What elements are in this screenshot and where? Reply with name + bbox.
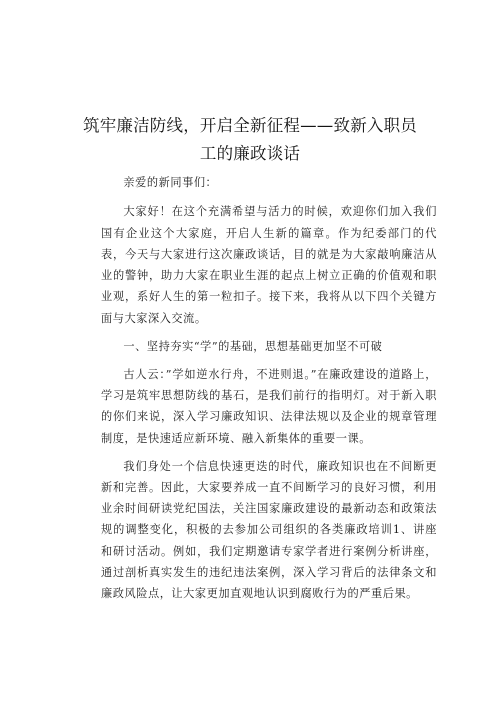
title-line-2: 工的廉政谈话	[199, 144, 301, 163]
title-line-1: 筑牢廉洁防线，开启全新征程——致新入职员	[83, 116, 417, 135]
salutation: 亲爱的新同事们：	[123, 176, 218, 189]
paragraph-welcome: 大家好！在这个充满希望与活力的时候，欢迎你们加入我们国有企业这个大家庭，开启人生新的篇章。作为纪委部门的代表，今天与大家进行这次廉政谈话，目的就是为大家敲响廉洁从业的警钟，助力大家在职业生涯的起点上树立正确的价值观和职业观，系好人生的第一粒扣子。接下来，我将从以下四个关键方面与大家深入交流。	[101, 205, 437, 325]
document-title	[70, 112, 430, 168]
section-heading-1: 一、坚持夯实“学”的基础，思想基础更加坚不可破	[123, 339, 383, 353]
paragraph-continuous-learning: 我们身处一个信息快速更迭的时代，廉政知识也在不间断更新和完善。因此，大家要养成一直不间断学习的良好习惯，利用业余时间研读党纪国法，关注国家廉政建设的最新动态和政策法规的调整变化，积极的去参加公司组织的各类廉政培训1、讲座和研讨活动。例如，我们定期邀请专家学者进行案例分析讲座，通过剖析真实发生的违纪违法案例，深入学习背后的法律条文和廉政风险点，让大家更加直观地认识到腐败行为的严重后果。	[101, 459, 437, 601]
paragraph-study-importance: 古人云：”学如逆水行舟，不进则退。”在廉政建设的道路上，学习是筑牢思想防线的基石，是我们前行的指明灯。对于新入职的你们来说，深入学习廉政知识、法律法规以及企业的规章管理制度，是快速适应新环境、融入新集体的重要一课。	[101, 367, 437, 445]
document-body	[101, 172, 437, 611]
